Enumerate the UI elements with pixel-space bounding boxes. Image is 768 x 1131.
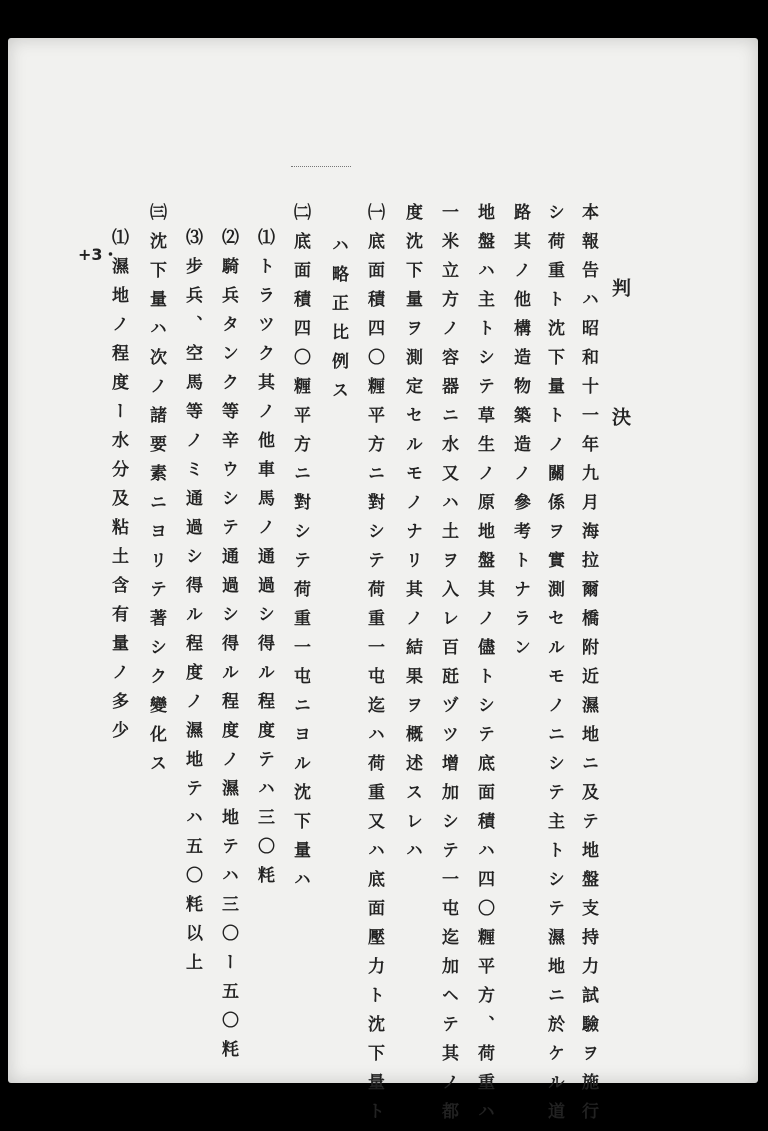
- text-column-11: ⑵騎兵タンク等辛ウシテ通過シ得ル程度ノ濕地テハ三〇ー五〇粍: [218, 228, 238, 1069]
- text-column-9: ㈡底面積四〇糎平方ニ對シテ荷重一屯ニヨル沈下量ハ: [290, 203, 310, 899]
- text-column-13: ㈢沈下量ハ次ノ諸要素ニヨリテ著シク變化ス: [146, 203, 166, 783]
- dotted-mark: [291, 166, 351, 167]
- document-page: [8, 38, 758, 1131]
- text-column-7: ㈠底面積四〇糎平方ニ對シテ荷重一屯迄ハ荷重又ハ底面壓力ト沈下量ト: [364, 203, 384, 1131]
- title: 判 決: [609, 278, 631, 470]
- text-column-6: 度沈下量ヲ測定セルモノナリ其ノ結果ヲ概述スレハ: [402, 203, 422, 870]
- text-column-1: 本報告ハ昭和十一年九月海拉爾橋附近濕地ニ及テ地盤支持力試驗ヲ施行: [578, 203, 598, 1131]
- page-mark: +3・: [78, 245, 119, 264]
- text-column-14: ⑴濕地ノ程度ー水分及粘土含有量ノ多少: [108, 228, 128, 750]
- text-column-5: 一米立方ノ容器ニ水又ハ土ヲ入レ百瓩ヅツ增加シテ一屯迄加ヘテ其ノ都: [438, 203, 458, 1131]
- text-column-8: ハ略正比例ス: [328, 236, 348, 410]
- text-column-3: 路其ノ他構造物築造ノ參考トナラン: [510, 203, 530, 667]
- text-column-12: ⑶步兵、空馬等ノミ通過シ得ル程度ノ濕地テハ五〇粍以上: [182, 228, 202, 982]
- text-column-2: シ荷重ト沈下量トノ關係ヲ實測セルモノニシテ主トシテ濕地ニ於ケル道: [544, 203, 564, 1131]
- text-column-10: ⑴トラツク其ノ他車馬ノ通過シ得ル程度テハ三〇粍: [254, 228, 274, 895]
- text-column-4: 地盤ハ主トシテ草生ノ原地盤其ノ儘トシテ底面積ハ四〇糎平方、荷重ハ: [474, 203, 494, 1131]
